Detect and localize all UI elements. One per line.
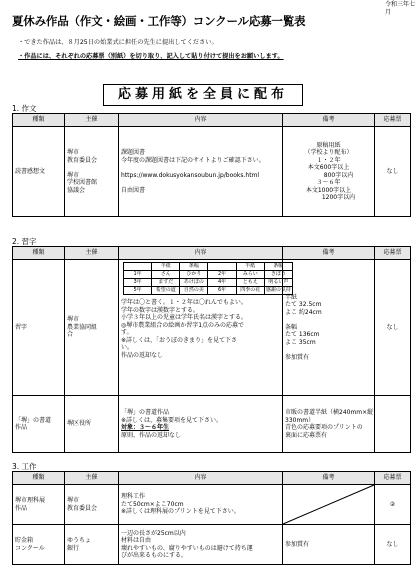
- entry-count: [375, 396, 411, 453]
- table-row: [13, 485, 411, 525]
- entry-host: 堺市 教育委員会 堺市 学校図書館 協議会: [65, 127, 119, 217]
- header-type: 種類: [13, 472, 65, 485]
- entry-type: 堺市理科展 作品: [13, 485, 65, 525]
- header-remarks: 備考: [283, 472, 375, 485]
- grade-level-table: 半紙 条幅 半紙 条幅 1年 さん ひかり 2年 みらい きぼう 3年 ますだ あけぼの 4年 ともえ 明るい声 5年 希望の道 自然の美 6年 四季の花 感謝の気持: [123, 262, 293, 295]
- entry-type: 習字: [13, 260, 65, 396]
- essay-table: [12, 113, 411, 217]
- entry-type: 読書感想文: [13, 127, 65, 217]
- entry-content: 課題図書 今年度の課題図書は下記のサイトよりご確認下さい。 https://www.dokusyokansoubun.jp/books.html 自由図書: [119, 127, 283, 217]
- header-host: 主催: [65, 247, 119, 260]
- table-row: [13, 396, 411, 453]
- entry-remarks-empty: [283, 485, 375, 525]
- section-craft-heading: 3. 工作: [12, 462, 37, 471]
- date: 令和三年七月: [385, 1, 416, 16]
- header-count: 応募票: [375, 114, 411, 127]
- entry-remarks: 半紙 たて 32.5cm よこ 約24cm 条幅 たて 136cm よこ 35cm 参加賞有: [283, 260, 375, 396]
- header-count: 応募票: [375, 247, 411, 260]
- entry-content: 半紙 条幅 半紙 条幅 1年 さん ひかり 2年 みらい きぼう 3年 ますだ あけぼの 4年 ともえ 明るい声 5年 希望の道 自然の美 6年 四季の花 感謝の気持 学年は〇と書く。１・２年は〇れんでもよい。 学年の数字は漢数字とする。 小学３年以上の児童は学年氏名は漢字とする。 ◎堺市農業組合の絵画か習字1点のみの応募で す。 ※詳しくは、「おうぼのきまり」を見て下さ い。 作品の返却なし: [119, 260, 283, 396]
- entry-content: 理科工作 たて50cm×よこ70cm ※詳しくは理科展のプリントを見て下さい。: [119, 485, 283, 525]
- entry-host: 堺市 農業協同組 合: [65, 260, 119, 396]
- entry-remarks: 市販の書道半紙（横240mm×縦 330mm） 青色の応募要項のプリントの 裏面に応募票有: [283, 396, 375, 453]
- craft-table: [12, 471, 411, 565]
- header-remarks: 備考: [283, 114, 375, 127]
- entry-count: なし: [375, 525, 411, 565]
- table-row: [13, 525, 411, 565]
- note-attach-form: ・作品には、それぞれの応募票（別紙）を切り取り、記入して貼り付けて提出をお願いします。: [18, 53, 284, 60]
- entry-host: ゆうちょ 銀行: [65, 525, 119, 565]
- entry-content: 「堺」の書道作品 ※詳しくは、募集要項を見て下さい。 対象：３～６年生 原則、作品の返却なし: [119, 396, 283, 453]
- note-submit: ・できた作品は、８月25日の始業式に担任の先生に提出してください。: [18, 39, 218, 46]
- entry-host: 堺区役所: [65, 396, 119, 453]
- entry-type: 「堺」の書道 作品: [13, 396, 65, 453]
- header-host: 主催: [65, 114, 119, 127]
- section-essay-heading: 1. 作文: [12, 104, 37, 113]
- entry-count: なし: [375, 260, 411, 396]
- entry-remarks: 参加賞有: [283, 525, 375, 565]
- header-content: 内容: [119, 247, 283, 260]
- header-type: 種類: [13, 247, 65, 260]
- header-remarks: 備考: [283, 247, 375, 260]
- entry-count: ②: [375, 485, 411, 525]
- target-grades: 対象：３～６年生: [121, 424, 170, 431]
- table-row: [13, 127, 411, 217]
- entry-content: 一辺の長さが25cm以内 材料は自由 壊れやすいもの、腐りやすいものは避けて持ち運 びが出来るものにする。: [119, 525, 283, 565]
- entry-host: 堺市 教育委員会: [65, 485, 119, 525]
- entry-type: 貯金箱 コンクール: [13, 525, 65, 565]
- header-host: 主催: [65, 472, 119, 485]
- entry-remarks: 原稿用紙 （学校より配布） １・２年 本文600字以上 800字以内 ３～６年 本文1000字以上 1200字以内: [283, 127, 375, 217]
- diagonal-slash: [283, 485, 374, 524]
- book-list-url[interactable]: https://www.dokusyokansoubun.jp/books.html: [121, 171, 260, 179]
- distribution-banner: 応募用紙を全員に配布: [103, 84, 303, 106]
- header-count: 応募票: [375, 472, 411, 485]
- header-content: 内容: [119, 114, 283, 127]
- table-row: [13, 260, 411, 396]
- calligraphy-table: [12, 246, 411, 453]
- header-content: 内容: [119, 472, 283, 485]
- header-type: 種類: [13, 114, 65, 127]
- page-title: 夏休み作品（作文・絵画・工作等）コンクール応募一覧表: [12, 14, 306, 28]
- section-calligraphy-heading: 2. 習字: [12, 237, 37, 246]
- entry-count: なし: [375, 127, 411, 217]
